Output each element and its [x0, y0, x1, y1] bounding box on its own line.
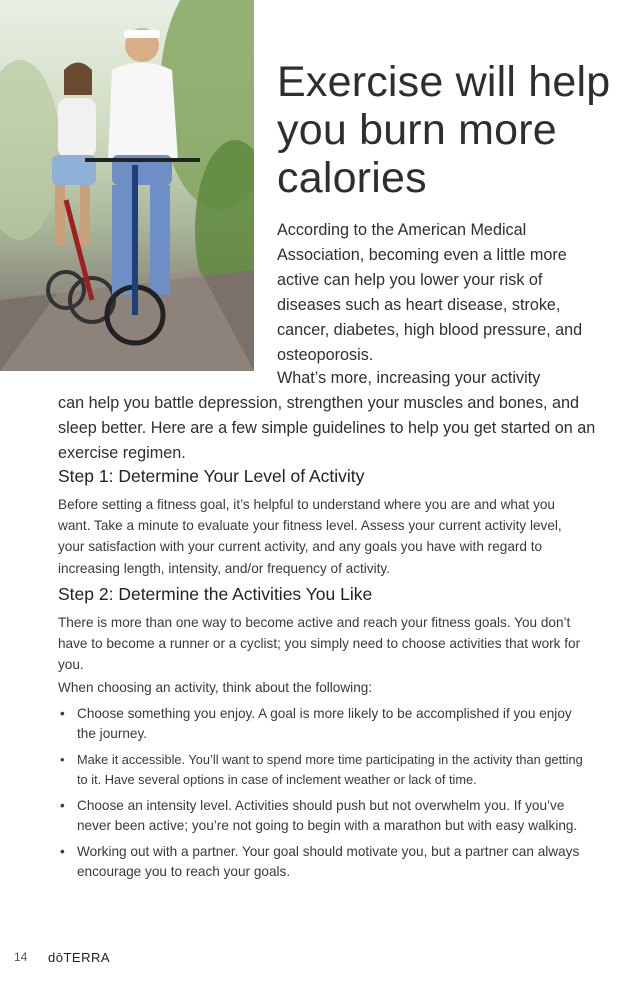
step2-heading: Step 2: Determine the Activities You Like: [58, 584, 373, 604]
list-item: • Make it accessible. You’ll want to spend more time participating in the activity than getting to it. Have several options in case of inclement weather or lack of time.: [58, 750, 586, 789]
step1-body: Before setting a fitness goal, it’s helpful to understand where you are and what you want. Take a minute to evaluate your fitness level. Assess your current activity level, your satisfaction with your current activity, and any goals you have with regard to increasing length, intensity, and/or frequency of activity.: [58, 497, 562, 576]
list-item: • Working out with a partner. Your goal should motivate you, but a partner can always encourage you to reach your goals.: [58, 842, 586, 881]
list-item: • Choose something you enjoy. A goal is more likely to be accomplished if you enjoy the journey.: [58, 704, 586, 743]
benefits-paragraph: can help you battle depression, strengthen your muscles and bones, and sleep better. Here are a few simple guidelines to help you get started on an exercise regimen.: [58, 394, 596, 462]
cycling-photo-icon: [0, 0, 254, 371]
activity-guidelines-list: [58, 704, 586, 888]
step2-lead: When choosing an activity, think about the following:: [58, 680, 373, 695]
benefits-paragraph-lead: What’s more, increasing your activity: [277, 369, 541, 387]
page-number: 14: [14, 950, 28, 964]
step1-heading: Step 1: Determine Your Level of Activity: [58, 466, 365, 486]
page-title: Exercise will help you burn more calories: [277, 58, 611, 202]
page-footer: [14, 948, 110, 966]
intro-paragraph: According to the American Medical Association, becoming even a little more active can help you lower your risk of diseases such as heart disease, stroke, cancer, diabetes, high blood pressure, and osteoporosis.: [277, 221, 583, 364]
list-item: • Choose an intensity level. Activities should push but not overwhelm you. If you’ve never been active; you’re not going to begin with a marathon but with easy walking.: [58, 796, 586, 835]
cycling-photo: [0, 0, 254, 371]
brand-logo: dōTERRA: [48, 949, 111, 965]
step2-body: There is more than one way to become active and reach your fitness goals. You don’t have to become a runner or a cyclist; you simply need to choose activities that work for you.: [58, 615, 581, 673]
